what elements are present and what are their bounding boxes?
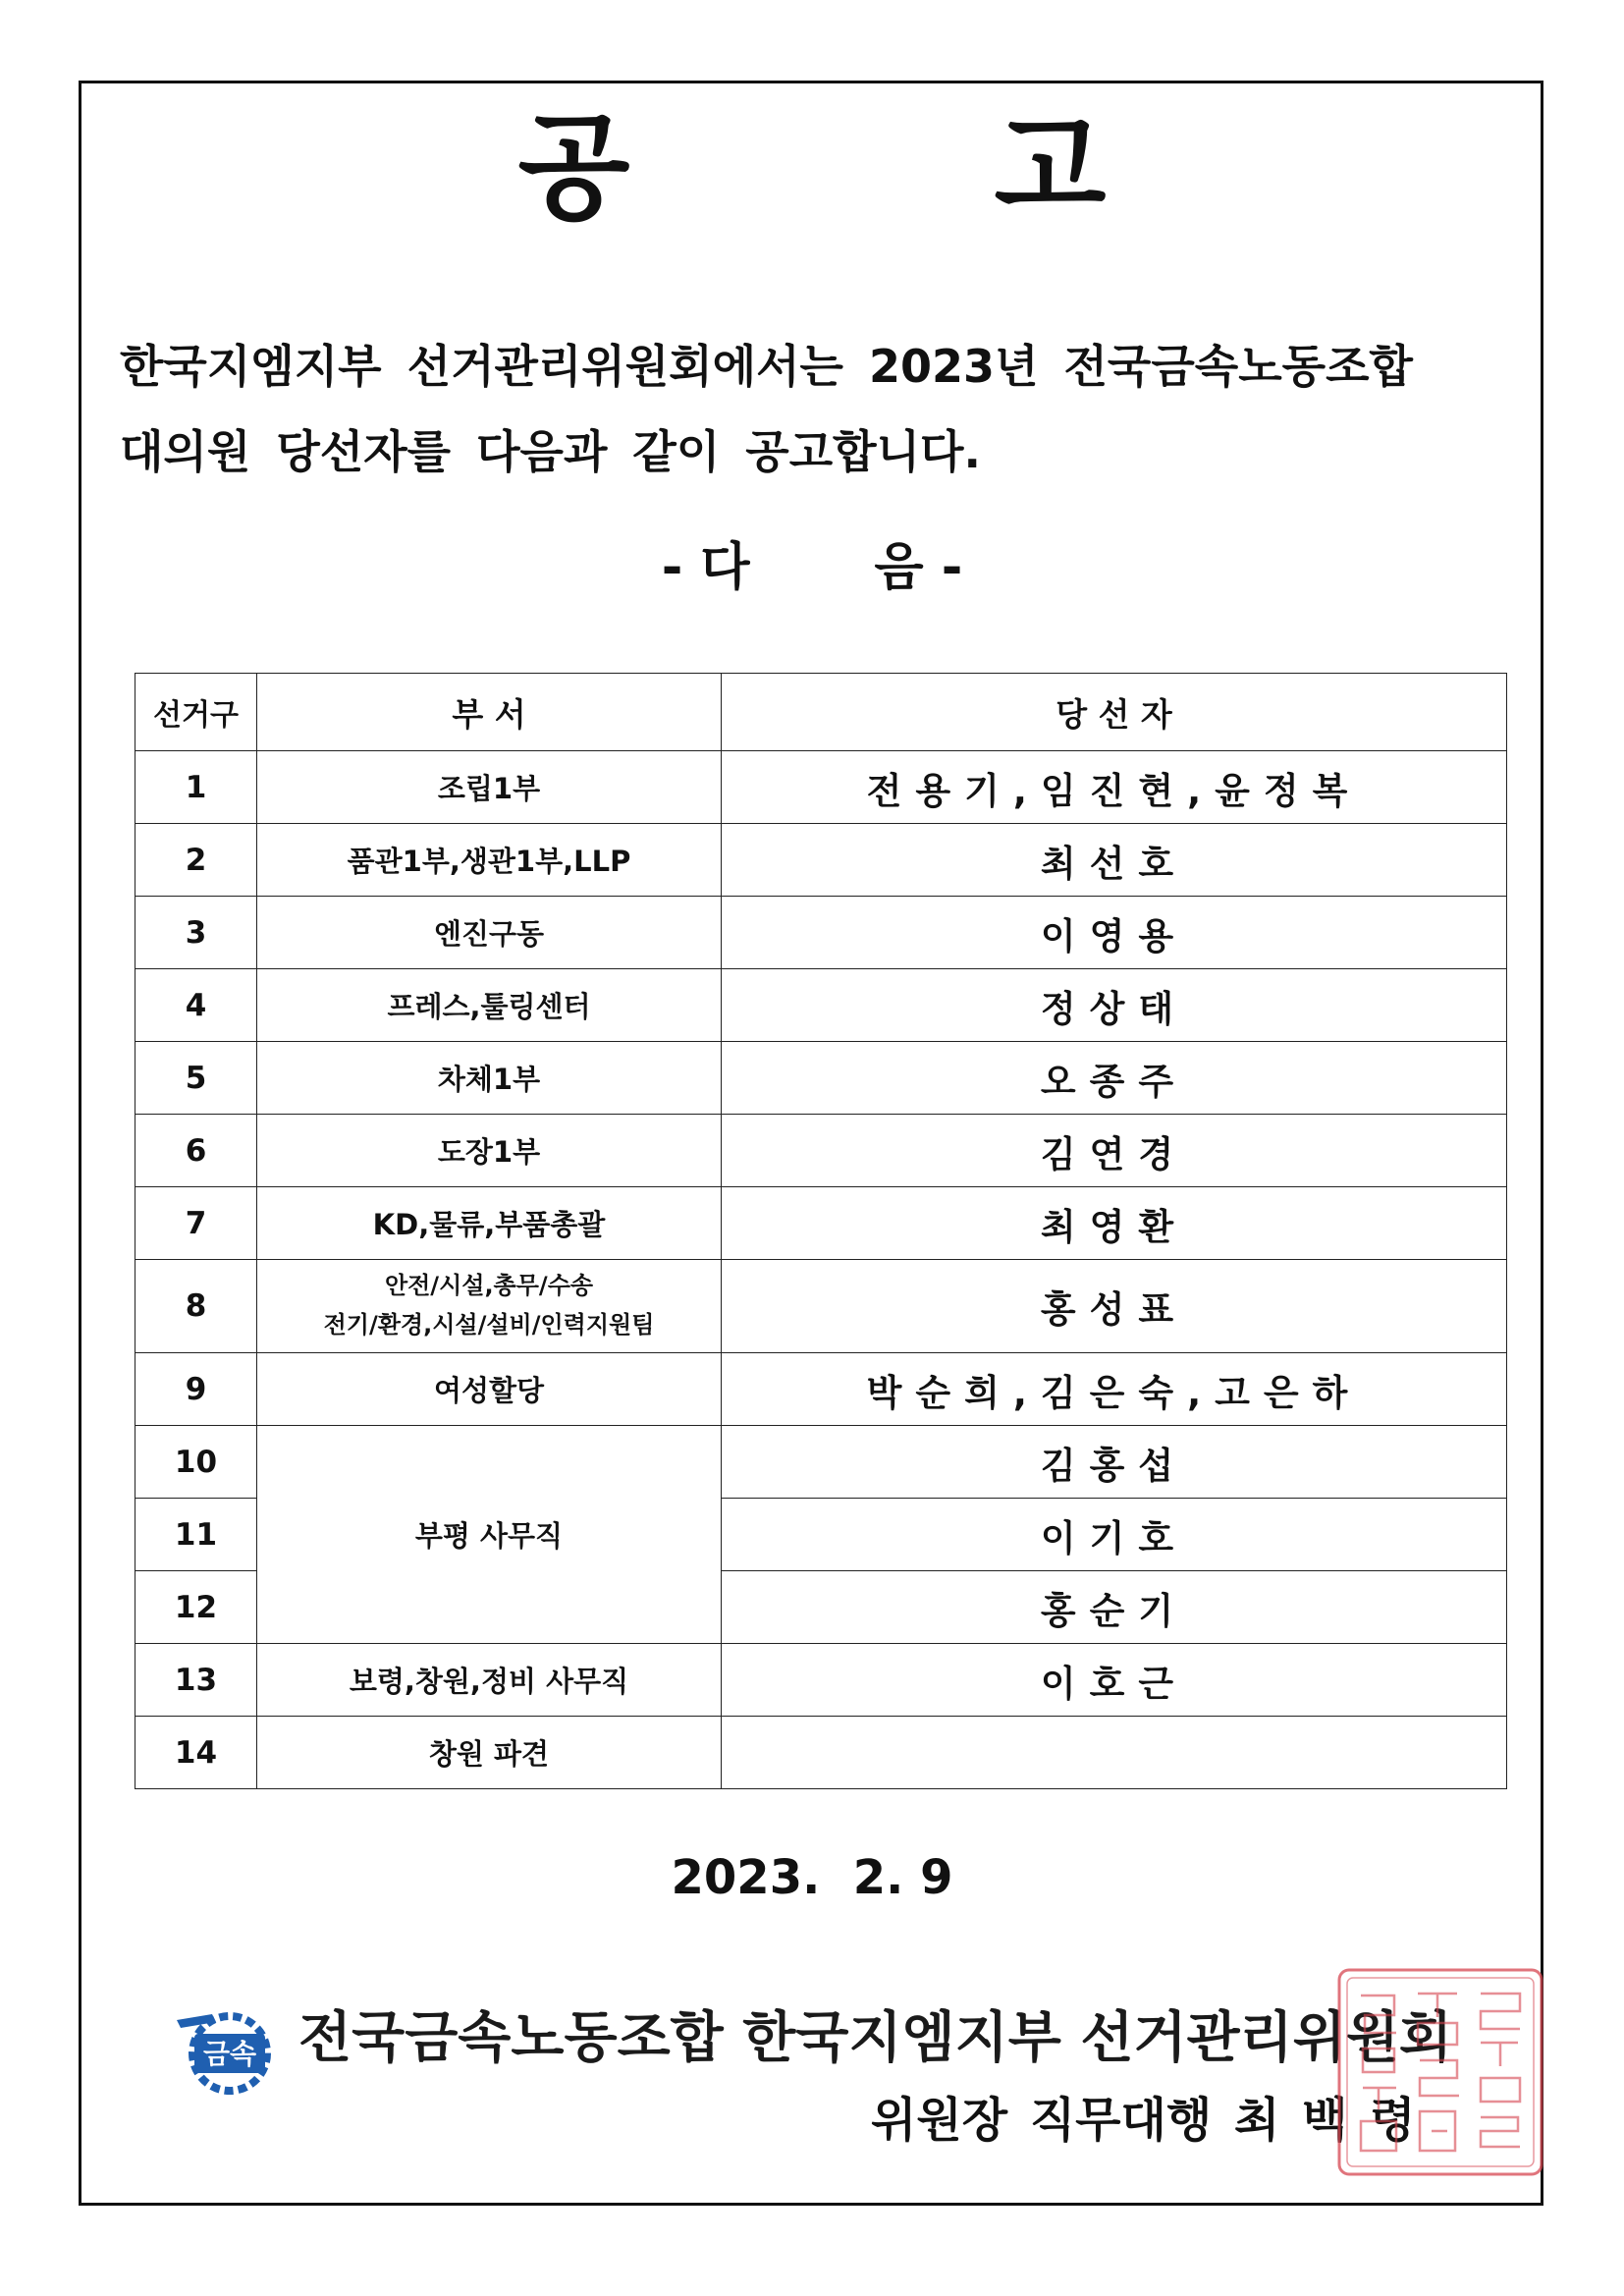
department-cell: 차체1부 — [257, 1042, 722, 1115]
district-cell: 5 — [135, 1042, 257, 1115]
table-row — [135, 1115, 1507, 1187]
subheading: - 다 음 - — [661, 538, 963, 597]
department-cell: 부평 사무직 — [257, 1426, 722, 1644]
chair-signature: 위원장 직무대행 최 백 령 — [871, 2093, 1416, 2148]
winners-cell: 김홍섭 — [722, 1426, 1507, 1499]
table-row — [135, 1426, 1507, 1499]
table-row — [135, 897, 1507, 969]
department-cell: 조립1부 — [257, 751, 722, 824]
table-row — [135, 1644, 1507, 1717]
winners-cell: 전용기,임진현,윤정복 — [722, 751, 1507, 824]
department-cell: 품관1부,생관1부,LLP — [257, 824, 722, 897]
district-cell: 6 — [135, 1115, 257, 1187]
table-row — [135, 1042, 1507, 1115]
official-seal-icon — [1333, 1964, 1547, 2180]
department-cell: KD,물류,부품총괄 — [257, 1187, 722, 1260]
winners-cell: 홍순기 — [722, 1571, 1507, 1644]
district-cell: 7 — [135, 1187, 257, 1260]
district-cell: 9 — [135, 1353, 257, 1426]
district-cell: 12 — [135, 1571, 257, 1644]
table-row — [135, 751, 1507, 824]
table-row — [135, 824, 1507, 897]
winners-cell: 홍성표 — [722, 1260, 1507, 1353]
district-cell: 4 — [135, 969, 257, 1042]
notice-title: 공 고 — [517, 100, 1269, 236]
winners-cell: 김연경 — [722, 1115, 1507, 1187]
union-logo-icon — [169, 1998, 295, 2097]
organization-name: 전국금속노동조합 한국지엠지부 선거관리위원회 — [298, 2006, 1453, 2070]
winners-cell: 이기호 — [722, 1499, 1507, 1571]
department-line: 전기/환경,시설/설비/인력지원팀 — [323, 1311, 655, 1339]
department-line: 안전/시설,총무/수송 — [384, 1272, 594, 1300]
winners-cell: 이호근 — [722, 1644, 1507, 1717]
district-cell: 3 — [135, 897, 257, 969]
district-cell: 2 — [135, 824, 257, 897]
district-cell: 11 — [135, 1499, 257, 1571]
department-cell — [257, 1260, 722, 1353]
department-cell: 프레스,툴링센터 — [257, 969, 722, 1042]
table-row — [135, 1260, 1507, 1353]
department-cell: 보령,창원,정비 사무직 — [257, 1644, 722, 1717]
department-cell: 여성할당 — [257, 1353, 722, 1426]
table-header-row — [135, 674, 1507, 751]
header-department: 부 서 — [257, 674, 722, 751]
table-row — [135, 969, 1507, 1042]
district-cell: 10 — [135, 1426, 257, 1499]
district-cell: 14 — [135, 1717, 257, 1789]
department-cell: 창원 파견 — [257, 1717, 722, 1789]
table-row — [135, 1353, 1507, 1426]
district-cell: 1 — [135, 751, 257, 824]
department-cell: 도장1부 — [257, 1115, 722, 1187]
winners-cell: 오종주 — [722, 1042, 1507, 1115]
district-cell: 8 — [135, 1260, 257, 1353]
winners-cell: 최영환 — [722, 1187, 1507, 1260]
intro-line-2: 대의원 당선자를 다음과 같이 공고합니다. — [120, 425, 981, 478]
header-district: 선거구 — [135, 674, 257, 751]
winners-cell: 박순희,김은숙,고은하 — [722, 1353, 1507, 1426]
department-cell: 엔진구동 — [257, 897, 722, 969]
intro-line-1: 한국지엠지부 선거관리위원회에서는 2023년 전국금속노동조합 — [120, 340, 1413, 393]
district-cell: 13 — [135, 1644, 257, 1717]
logo-text: 금속 — [202, 2038, 257, 2070]
notice-date: 2023. 2. 9 — [671, 1850, 953, 1905]
header-winners: 당 선 자 — [722, 674, 1507, 751]
winners-cell: 최선호 — [722, 824, 1507, 897]
winners-table — [135, 673, 1507, 1789]
winners-cell: 정상태 — [722, 969, 1507, 1042]
table-row — [135, 1717, 1507, 1789]
winners-cell — [722, 1717, 1507, 1789]
winners-cell: 이영용 — [722, 897, 1507, 969]
table-row — [135, 1187, 1507, 1260]
